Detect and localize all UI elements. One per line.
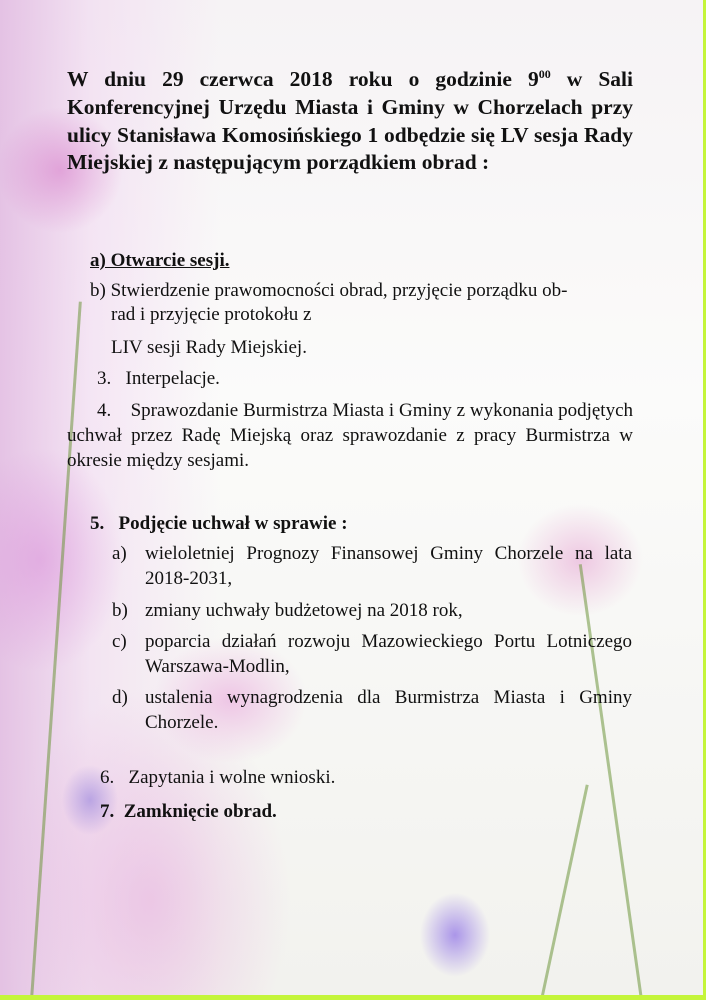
agenda-item-6: 6. Zapytania i wolne wnioski. [100, 767, 336, 788]
agenda-item-b-line3: LIV sesji Rady Miejskiej. [111, 337, 307, 358]
agenda-item-b-line2: rad i przyjęcie protokołu z [111, 304, 312, 325]
subitem-label: d) [112, 687, 128, 708]
subitem-label: c) [112, 631, 127, 652]
frame-bottom [0, 995, 706, 1000]
subitem-label: a) [112, 543, 127, 564]
agenda-item-4-number: 4. [97, 400, 112, 421]
subitem-text: ustalenia wynagrodzenia dla Burmistrza Miasta i Gminy Chorzele. [145, 687, 632, 733]
agenda-item-b-line1: b) Stwierdzenie prawomocności obrad, przyjęcie porządku ob- [90, 280, 568, 301]
subitem-label: b) [112, 600, 128, 621]
agenda-item-4-text: Sprawozdanie Burmistrza Miasta i Gminy z wykonania podjętych uchwał przez Radę Miejską oraz sprawozdanie z pracy Burmistrza w okresie między sesjami. [67, 400, 634, 471]
agenda-item-7: 7. Zamknięcie obrad. [100, 801, 277, 822]
agenda-item-3: 3. Interpelacje. [97, 368, 220, 389]
announcement-heading: W dniu 29 czerwca 2018 roku o godzinie $9^{00}$ w Sali Konferencyjnej Urzędu Miasta i Gminy w Chorzelach przy ulicy Stanisława Komosińskiego 1 odbędzie się LV sesja Rady Miejskiej z następującym porządkiem obrad : [67, 66, 634, 175]
agenda-item-5: 5. Podjęcie uchwał w sprawie : [90, 513, 348, 534]
subitem-text: poparcia działań rozwoju Mazowieckiego Portu Lotniczego Warszawa-Modlin, [145, 631, 632, 677]
decorative-stem [540, 784, 589, 1000]
agenda-item-a: a) Otwarcie sesji. [90, 250, 230, 271]
agenda-item-4 [67, 398, 633, 473]
subitem-text: zmiany uchwały budżetowej na 2018 rok, [145, 600, 463, 621]
subitem-text: wieloletniej Prognozy Finansowej Gminy Chorzele na lata 2018-2031, [145, 543, 632, 589]
